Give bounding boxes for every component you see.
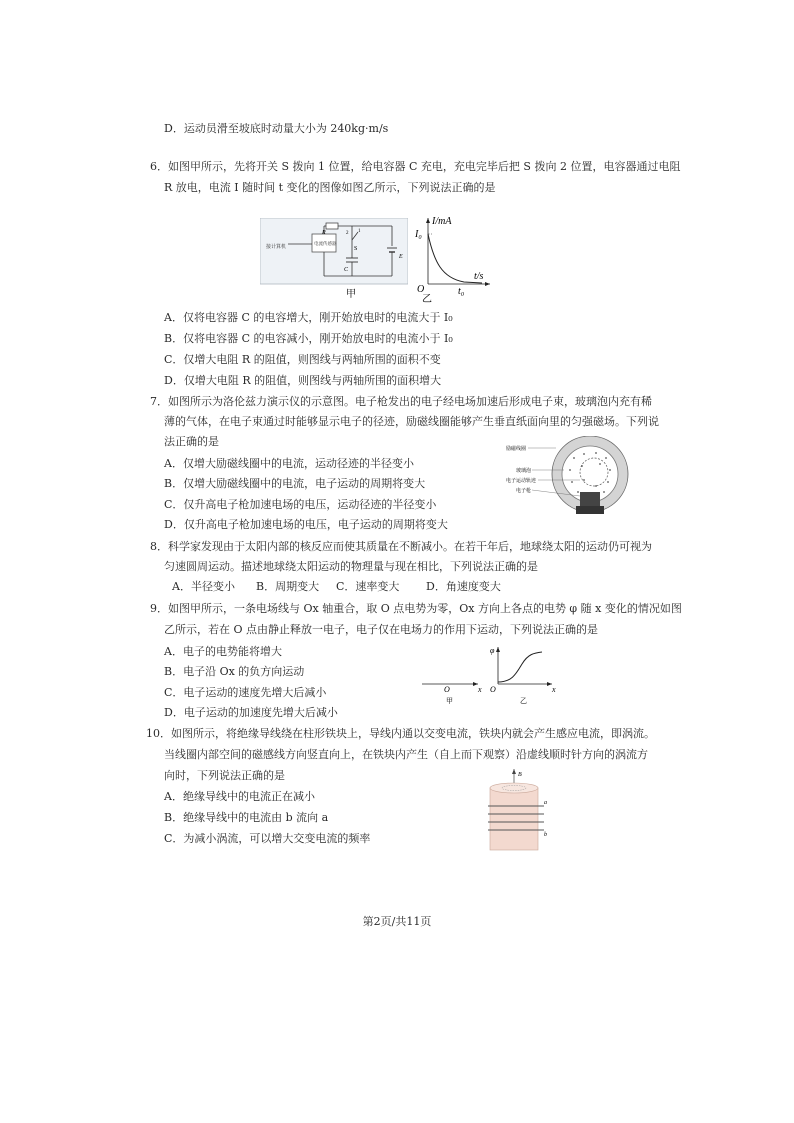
q9-stem-line2: 乙所示，若在 O 点由静止释放一电子，电子仅在电场力的作用下运动，下列说法正确的是 (164, 623, 599, 636)
q8-option-b: B．周期变大 (256, 580, 320, 593)
figure-jia-label: 甲 (346, 289, 356, 300)
q7-label-trajectory: 电子运动轨迹 (506, 479, 537, 484)
q10-option-c: C．为减小涡流，可以增大交变电流的频率 (164, 832, 371, 845)
battery-label: E (399, 254, 403, 260)
q6-option-c: C．仅增大电阻 R 的阻值，则图线与两轴所围的面积不变 (164, 353, 441, 366)
q6-option-d: D．仅增大电阻 R 的阻值，则图线与两轴所围的面积增大 (164, 374, 442, 387)
q8-stem-line2: 匀速圆周运动。描述地球绕太阳运动的物理量与现在相比，下列说法正确的是 (164, 560, 538, 573)
q10-terminal-a: a (544, 800, 547, 806)
q8-option-c: C．速率变大 (336, 580, 400, 593)
q8-option-d: D．角速度变大 (426, 580, 501, 593)
q5-option-d: D．运动员滑至坡底时动量大小为 240kg·m/s (164, 122, 389, 135)
q9-jia-origin: O (444, 685, 450, 694)
q7-stem-line1: 7．如图所示为洛伦兹力演示仪的示意图。电子枪发出的电子经电场加速后形成电子束，玻璃泡内充有稀 (150, 395, 652, 408)
q7-label-coil: 励磁线圈 (506, 447, 527, 452)
q7-stem-line2: 薄的气体，在电子束通过时能够显示电子的径迹，励磁线圈能够产生垂直纸面向里的匀强磁场。下列说 (164, 415, 659, 428)
q9-yi-x: x (552, 685, 556, 694)
q6-stem-line1: 6．如图甲所示，先将开关 S 拨向 1 位置，给电容器 C 充电，充电完毕后把 S 拨向 2 位置，电容器通过电阻 (150, 160, 681, 173)
q7-label-bulb: 玻璃泡 (516, 469, 532, 474)
q10-option-b: B．绝缘导线中的电流由 b 流向 a (164, 811, 329, 824)
q9-jia-x: x (478, 685, 482, 694)
q9-stem-line1: 9．如图甲所示，一条电场线与 Ox 轴重合，取 O 点电势为零，Ox 方向上各点的电势 φ 随 x 变化的情况如图 (150, 602, 682, 615)
stand-base (576, 506, 604, 514)
yi-t0-label: t₀ (458, 286, 465, 297)
q7-label-gun: 电子枪 (516, 489, 532, 494)
q7-option-d: D．仅升高电子枪加速电场的电压，电子运动的周期将变大 (164, 518, 448, 531)
q6-option-b: B．仅将电容器 C 的电容减小，刚开始放电时的电流小于 I₀ (164, 332, 453, 345)
q8-option-a: A．半径变小 (172, 580, 235, 593)
q9-yi-y-arrow (496, 647, 500, 652)
q6-stem-line2: R 放电，电流 I 随时间 t 变化的图像如图乙所示，下列说法正确的是 (164, 181, 496, 194)
q9-option-b: B．电子沿 Ox 的负方向运动 (164, 665, 305, 678)
q9-yi-phi: φ (490, 646, 495, 655)
q9-option-c: C．电子运动的速度先增大后减小 (164, 686, 327, 699)
q6-option-a: A．仅将电容器 C 的电容增大，刚开始放电时的电流大于 I₀ (164, 311, 453, 324)
yi-origin: O (417, 284, 425, 295)
q8-stem-line1: 8．科学家发现由于太阳内部的核反应而使其质量在不断减小。在若干年后，地球绕太阳的运动仍可视为 (150, 540, 652, 553)
electron-gun (580, 492, 600, 506)
q7-figure (506, 436, 634, 520)
q9-option-d: D．电子运动的加速度先增大后减小 (164, 706, 338, 719)
iron-block-top (490, 783, 538, 793)
yi-x-axis-label: t/s (474, 271, 484, 282)
yi-x-arrow (485, 282, 490, 286)
switch-pos-1: 1 (358, 229, 361, 234)
q6-figure-yi (412, 212, 494, 304)
switch-label: S (354, 246, 358, 252)
q7-option-a: A．仅增大励磁线圈中的电流，运动径迹的半径变小 (164, 457, 414, 470)
yi-i0-label: I₀ (415, 229, 422, 240)
q7-stem-line3: 法正确的是 (164, 435, 219, 448)
q6-figure-jia (260, 218, 408, 300)
q9-option-a: A．电子的电势能将增大 (164, 645, 282, 658)
figure-yi-label: 乙 (422, 294, 432, 304)
page-footer: 第2页/共11页 (362, 915, 432, 928)
yi-y-axis-label: I/mA (432, 216, 452, 227)
q7-option-c: C．仅升高电子枪加速电场的电压，运动径迹的半径变小 (164, 498, 437, 511)
q10-field-label: B (518, 772, 522, 778)
q9-yi-origin: O (490, 685, 496, 694)
q10-option-a: A．绝缘导线中的电流正在减小 (164, 790, 315, 803)
switch-pos-2: 2 (346, 231, 349, 236)
q9-jia-label: 甲 (446, 697, 453, 705)
resistor-label: R (322, 230, 326, 236)
capacitor-label: C (344, 267, 349, 273)
resistor-r (326, 223, 338, 229)
current-sensor-label: 电流传感器 (314, 241, 337, 246)
yi-y-arrow (426, 218, 430, 223)
q10-stem-line1: 10．如图所示，将绝缘导线绕在柱形铁块上，导线内通以交变电流，铁块内就会产生感应电流，即涡流。 (146, 727, 655, 740)
q7-option-b: B．仅增大励磁线圈中的电流，电子运动的周期将变大 (164, 477, 426, 490)
q10-terminal-b: b (544, 832, 547, 838)
q9-phi-curve (498, 652, 542, 682)
q10-figure (486, 766, 552, 852)
q10-field-arrow-head (512, 769, 516, 774)
q10-stem-line3: 向时，下列说法正确的是 (164, 769, 285, 782)
iron-block (490, 788, 538, 850)
q10-stem-line2: 当线圈内部空间的磁感线方向竖直向上，在铁块内产生（自上而下观察）沿虚线顺时针方向的涡流方 (164, 748, 648, 761)
computer-label: 接计算机 (266, 245, 287, 250)
q9-yi-label: 乙 (520, 697, 527, 705)
q9-figure (420, 644, 560, 706)
